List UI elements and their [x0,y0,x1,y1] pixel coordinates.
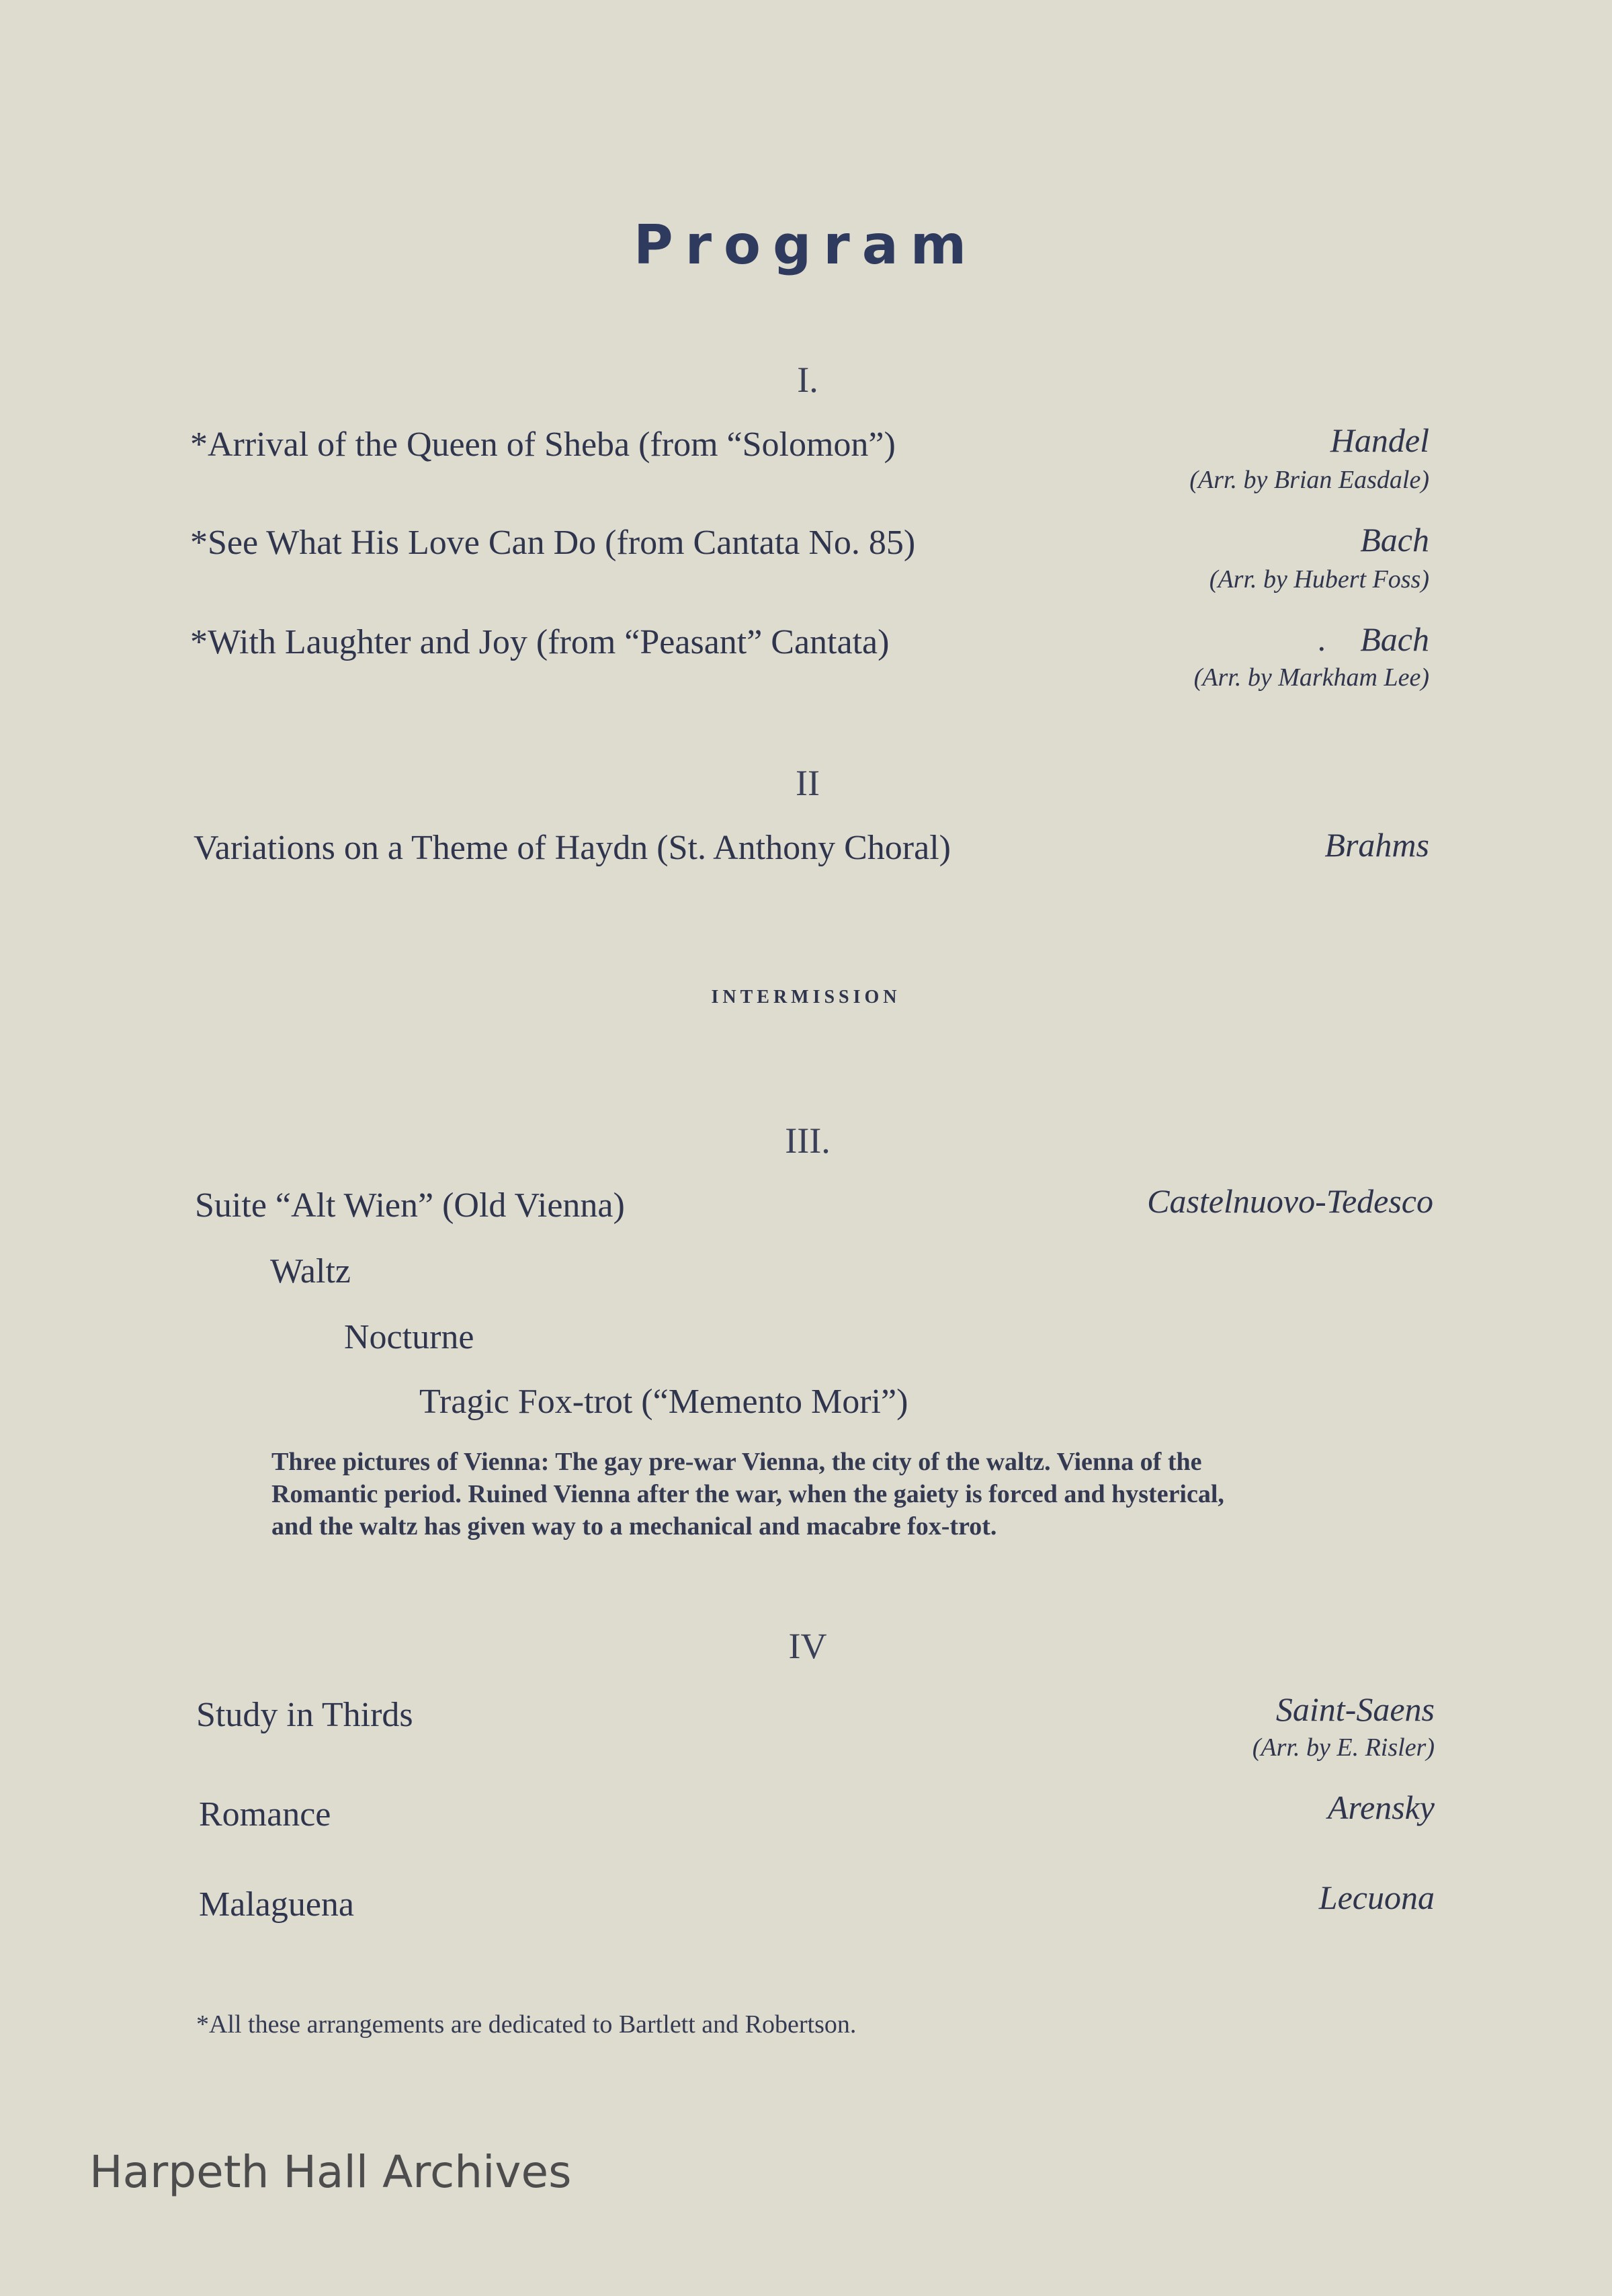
program-item-composer: Lecuona [1318,1879,1435,1916]
program-item-composer: Arensky [1327,1789,1435,1826]
program-item-work: Malaguena [199,1885,355,1924]
program-item-arrangement: (Arr. by Hubert Foss) [1209,565,1429,593]
movement-item: Nocturne [344,1318,474,1356]
program-item-work: *With Laughter and Joy (from “Peasant” Cantata) [190,623,890,661]
section-numeral-2: II [796,763,820,803]
program-item-composer: . Bach [1318,620,1429,658]
page-title: Program [633,214,979,276]
suite-title: Suite “Alt Wien” (Old Vienna) [195,1186,625,1225]
program-item-arrangement: (Arr. by E. Risler) [1252,1733,1435,1762]
program-item-arrangement: (Arr. by Brian Easdale) [1189,466,1429,494]
program-item-work: Romance [199,1795,331,1834]
program-item-composer: Bach [1360,521,1429,559]
program-item-composer: Brahms [1324,826,1429,864]
program-item-work: *See What His Love Can Do (from Cantata No. 85) [190,524,916,562]
program-item-work: *Arrival of the Queen of Sheba (from “Solomon”) [190,425,896,464]
program-item-arrangement: (Arr. by Markham Lee) [1193,663,1429,692]
program-item-composer: Castelnuovo-Tedesco [1147,1182,1433,1220]
description-line: Three pictures of Vienna: The gay pre-war Vienna, the city of the waltz. Vienna of the [271,1448,1202,1476]
program-item-composer: Saint-Saens [1275,1690,1435,1728]
archive-watermark: Harpeth Hall Archives [89,2146,572,2198]
section-numeral-4: IV [788,1626,827,1666]
description-line: Romantic period. Ruined Vienna after the war, when the gaiety is forced and hysterical, [271,1480,1224,1508]
intermission-label: INTERMISSION [711,987,901,1008]
section-numeral-3: III. [785,1120,831,1161]
footnote: *All these arrangements are dedicated to Bartlett and Robertson. [196,2010,857,2039]
section-numeral-1: I. [797,360,818,400]
movement-item: Waltz [270,1252,351,1290]
movement-item: Tragic Fox-trot (“Memento Mori”) [419,1383,908,1421]
description-line: and the waltz has given way to a mechanical and macabre fox-trot. [271,1512,997,1541]
program-item-work: Variations on a Theme of Haydn (St. Anthony Choral) [194,829,951,867]
program-item-composer: Handel [1330,421,1429,459]
program-item-work: Study in Thirds [196,1696,413,1734]
